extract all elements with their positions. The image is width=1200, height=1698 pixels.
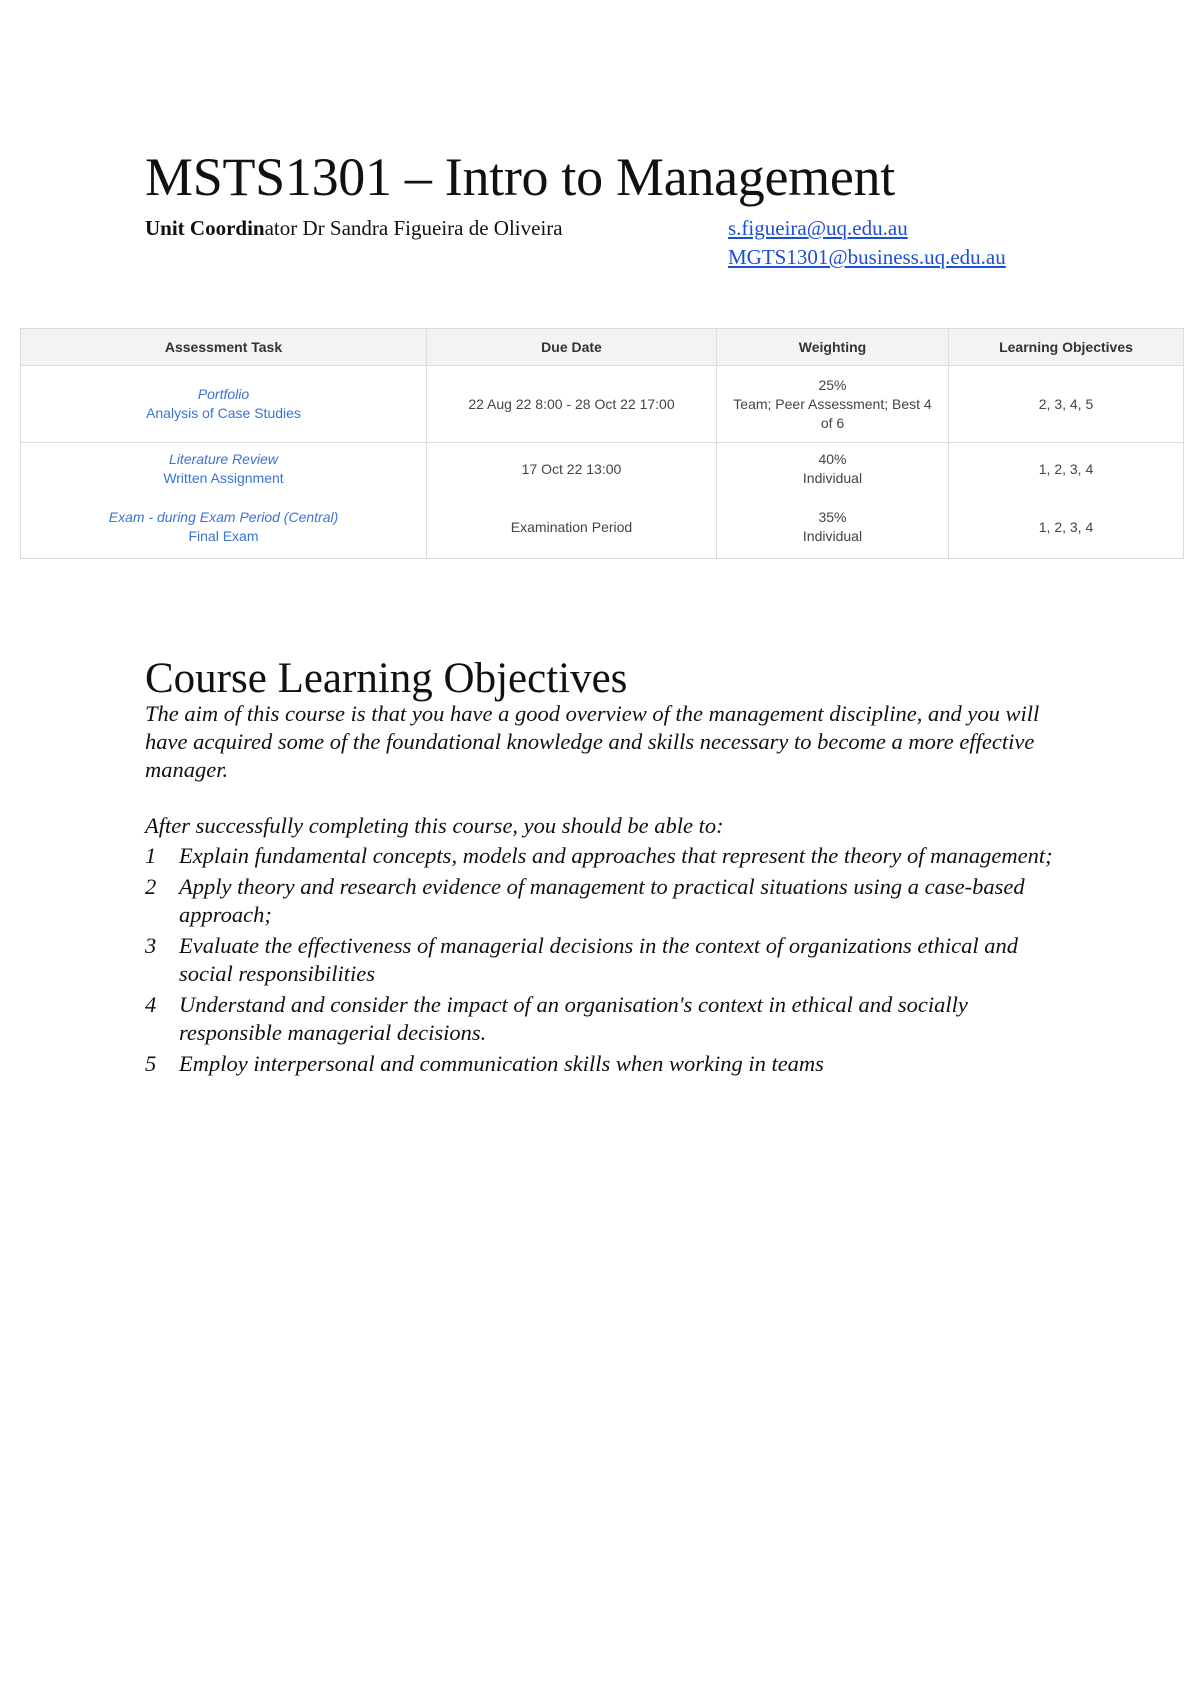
table-row bbox=[21, 496, 1184, 559]
due-date-cell: 22 Aug 22 8:00 - 28 Oct 22 17:00 bbox=[427, 366, 717, 443]
table-header-row bbox=[21, 329, 1184, 366]
section-title-course-learning-objectives: Course Learning Objectives bbox=[145, 655, 628, 702]
table-row bbox=[21, 366, 1184, 443]
weight-detail: Team; Peer Assessment; Best 4 bbox=[733, 395, 932, 412]
task-name-link[interactable]: Literature Review bbox=[169, 451, 278, 467]
objectives-list bbox=[145, 842, 1065, 1081]
objective-text: Evaluate the effectiveness of managerial decisions in the context of organizations ethical and social responsibilities bbox=[179, 933, 1018, 986]
objective-item bbox=[145, 1050, 1065, 1078]
objective-item bbox=[145, 873, 1065, 929]
coordinator-email-link[interactable]: s.figueira@uq.edu.au bbox=[728, 216, 908, 240]
objective-text: Explain fundamental concepts, models and approaches that represent the theory of management; bbox=[179, 843, 1053, 868]
column-header-assessment-task: Assessment Task bbox=[21, 329, 427, 366]
assessment-table bbox=[20, 328, 1184, 559]
weight-detail: Individual bbox=[802, 470, 863, 486]
unit-coordinator-line bbox=[145, 214, 563, 242]
course-email-link[interactable]: MGTS1301@business.uq.edu.au bbox=[728, 245, 1006, 269]
objective-number: 4 bbox=[145, 992, 157, 1017]
objective-text: Apply theory and research evidence of management to practical situations using a case-based approach; bbox=[179, 874, 1025, 927]
page-title: MSTS1301 – Intro to Management bbox=[145, 147, 895, 207]
task-name-link[interactable]: Exam - during Exam Period (Central) bbox=[108, 509, 339, 525]
weight-detail-continued: of 6 bbox=[820, 414, 845, 431]
column-header-due-date: Due Date bbox=[427, 329, 717, 366]
objective-number: 2 bbox=[145, 874, 157, 899]
assessment-task-cell bbox=[21, 496, 427, 559]
weight-detail: Individual bbox=[802, 528, 863, 544]
objective-text: Employ interpersonal and communication skills when working in teams bbox=[179, 1051, 824, 1076]
assessment-task-cell bbox=[21, 443, 427, 496]
due-date-cell: 17 Oct 22 13:00 bbox=[427, 443, 717, 496]
weight-percent: 40% bbox=[818, 451, 847, 467]
column-header-weighting: Weighting bbox=[717, 329, 949, 366]
weighting-cell bbox=[717, 496, 949, 559]
objective-item bbox=[145, 991, 1065, 1047]
coordinator-name: Dr Sandra Figueira de Oliveira bbox=[297, 216, 563, 240]
objectives-lead-in: After successfully completing this course, you should be able to: bbox=[145, 813, 724, 838]
objective-item bbox=[145, 842, 1065, 870]
column-header-learning-objectives: Learning Objectives bbox=[949, 329, 1184, 366]
objective-text: Understand and consider the impact of an organisation's context in ethical and socially responsible managerial decisions. bbox=[179, 992, 968, 1045]
table-row bbox=[21, 443, 1184, 496]
coordinator-label-rest: ator bbox=[264, 216, 298, 240]
task-type-link[interactable]: Analysis of Case Studies bbox=[146, 405, 301, 421]
objective-item bbox=[145, 932, 1065, 988]
assessment-task-cell bbox=[21, 366, 427, 443]
learning-objectives-cell: 2, 3, 4, 5 bbox=[949, 366, 1184, 443]
objective-number: 5 bbox=[145, 1051, 157, 1076]
objective-number: 1 bbox=[145, 843, 157, 868]
weighting-cell bbox=[717, 443, 949, 496]
task-name-link[interactable]: Portfolio bbox=[197, 386, 250, 402]
weight-percent: 35% bbox=[818, 509, 847, 525]
learning-objectives-cell: 1, 2, 3, 4 bbox=[949, 496, 1184, 559]
objective-number: 3 bbox=[145, 933, 157, 958]
course-aim-paragraph: The aim of this course is that you have a good overview of the management discipline, and you will have acquired some of the foundational knowledge and skills necessary to become a more effective manager. bbox=[145, 701, 1040, 782]
task-type-link[interactable]: Written Assignment bbox=[163, 470, 284, 486]
due-date-cell: Examination Period bbox=[427, 496, 717, 559]
learning-objectives-cell: 1, 2, 3, 4 bbox=[949, 443, 1184, 496]
weighting-cell bbox=[717, 366, 949, 443]
weight-percent: 25% bbox=[818, 376, 847, 393]
coordinator-label-bold: Unit Coordin bbox=[145, 216, 265, 240]
task-type-link[interactable]: Final Exam bbox=[188, 528, 259, 544]
